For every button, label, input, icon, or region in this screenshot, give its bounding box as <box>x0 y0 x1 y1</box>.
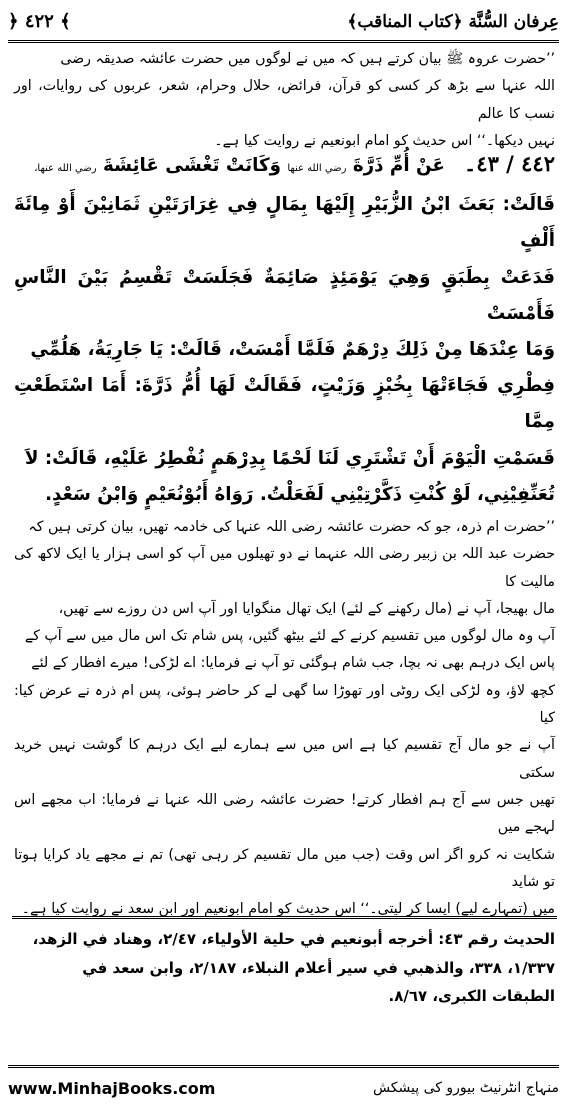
text-line: ١/٣٣٧، ٣٣٨، والذهبي في سير أعلام النبلاء، ٢/١٨٧، وابن سعد في <box>82 958 555 977</box>
text-line: فَدَعَتْ بِطَبَقٍ وَهِيَ يَوْمَئِذٍ صَائِمَةٌ فَجَلَسَتْ تَقْسِمُ بَيْنَ النَّاسِ فَأَمْسَتْ <box>14 266 555 324</box>
text-line: قَسَمْتِ الْيَوْمَ أَنْ تَشْتَرِي لَنَا لَحْمًا بِدِرْهَمٍ نُفْطِرُ عَلَيْهِ، قَالَتْ: لاَ <box>24 447 555 469</box>
text-line: میں (تمہارے لیے) ایسا کر لیتی۔‘‘ اس حدیث کو امام ابونعیم اور ابن سعد نے روایت کیا ہے۔ <box>21 901 555 918</box>
urdu-translation-previous <box>14 46 555 155</box>
book-title: عِرفان السُّنَّة ﴿كتاب المناقب﴾ <box>347 11 559 32</box>
footnote <box>14 925 555 1011</box>
text-line: آپ نے جو مال آج تقسیم کیا ہے اس میں سے ہمارے لیے ایک درہم کا گوشت نہیں خرید سکتی <box>14 737 555 781</box>
text-line: الحديث رقم ٤٣: أخرجه أبونعيم في حلية الأولياء، ٢/٤٧، وهناد في الزهد، <box>32 930 555 948</box>
honorific: رضي الله عنها، <box>34 163 97 174</box>
text-line: وَمَا عِنْدَهَا مِنْ ذَلِكَ دِرْهَمٌ فَلَمَّا أَمْسَتْ، قَالَتْ: يَا جَارِيَةُ، هَلُمِّي <box>30 339 555 361</box>
text-line: فِطْرِي فَجَاءَتْهَا بِخُبْزٍ وَزَيْتٍ، فَقَالَتْ لَهَا أُمُّ ذَرَّةَ: أَمَا اسْتَطَعْتِ مِمَّا <box>14 375 555 433</box>
text-line: نہیں دیکھا۔‘‘ اس حدیث کو امام ابونعیم نے روایت کیا ہے۔ <box>214 132 555 149</box>
text-line: آپ وہ مال لوگوں میں تقسیم کرنے کے لئے بیٹھ گئیں، پس شام تک اس مال میں سے آپ کے <box>24 628 555 645</box>
hadith-heading-line <box>14 146 555 187</box>
text-line: قَالَتْ: بَعَثَ ابْنُ الزُّبَيْرِ إِلَيْهَا بِمَالٍ فِي غِرَارَتَيْنِ ثَمَانِيْنَ أَوْ مِائَةَ أَلْفٍ <box>14 194 555 252</box>
text-line: تُعَنِّفِيْنِي، لَوْ كُنْتِ ذَكَّرْتِيْنِي لَفَعَلْتُ. رَوَاهُ أَبُوْنُعَيْمٍ وَابْنُ سَعْدٍ. <box>45 483 555 505</box>
arabic-opening-2: وَكَانَتْ تَغْشَى عَائِشَةَ <box>102 155 281 176</box>
text-line: ’’حضرت ام ذرہ، جو کہ حضرت عائشہ رضی اللہ عنہا کی خادمہ تھیں، بیان کرتی ہیں کہ <box>28 519 555 535</box>
page-footer <box>8 1072 559 1104</box>
text-line: شکایت نہ کرو اگر اس وقت (جب میں مال تقسیم کر رہی تھی) تم نے مجھے یاد کرایا ہوتا تو شاید <box>14 846 555 890</box>
text-line: حضرت عبد اللہ بن زبیر رضی اللہ عنہما نے دو تھیلوں میں آپ کو اسی ہزار یا ایک لاکھ کی مالیت کا <box>14 546 555 590</box>
text-line: ’’حضرت عروہ ﷺ بیان کرتے ہیں کہ میں نے لوگوں میں حضرت عائشہ صدیقہ رضی <box>60 51 555 67</box>
page-number: ﴿ ٤٢٢ ﴾ <box>8 10 71 32</box>
page-header <box>8 4 559 38</box>
text-line: مال بھیجا، آپ نے (مال رکھنے کے لئے) ایک تھال منگوایا اور آپ اس دن روزے سے تھیں، <box>58 600 555 617</box>
text-line: تھیں جس سے آج ہم افطار کرتے! حضرت عائشہ رضی اللہ عنہا نے فرمایا: اب مجھے اس لہجے میں <box>14 791 555 836</box>
publisher-credit: منہاج انٹرنیٹ بیورو کی پیشکش <box>372 1080 559 1096</box>
arabic-hadith <box>14 146 555 513</box>
text-line: پاس ایک درہم بھی نہ بچا، جب شام ہوگئی تو آپ نے فرمایا: اے لڑکی! میرے افطار کے لئے <box>31 655 555 672</box>
hadith-number: ٤٤٢ / ٤٣۔ <box>463 151 555 176</box>
honorific: رضي الله عنها <box>287 163 347 174</box>
footer-divider <box>8 1065 559 1068</box>
text-line: کچھ لاؤ، وہ لڑکی ایک روٹی اور تھوڑا سا گھی لے کر حاضر ہوئی، پس ام ذرہ نے عرض کیا: کیا <box>14 682 555 727</box>
header-divider <box>8 40 559 43</box>
text-line: الطبقات الكبرى، ٨/٦٧. <box>388 987 555 1005</box>
website-link[interactable]: www.MinhajBooks.com <box>8 1078 216 1098</box>
urdu-translation <box>14 514 555 923</box>
text-line: اللہ عنہا سے بڑھ کر کسی کو قرآن، فرائض، حلال وحرام، شعر، عربوں کی روایات، اور نسب کا عالم <box>14 78 555 122</box>
arabic-opening: عَنْ أُمِّ ذَرَّةَ <box>352 155 445 176</box>
footnote-divider <box>12 916 557 919</box>
